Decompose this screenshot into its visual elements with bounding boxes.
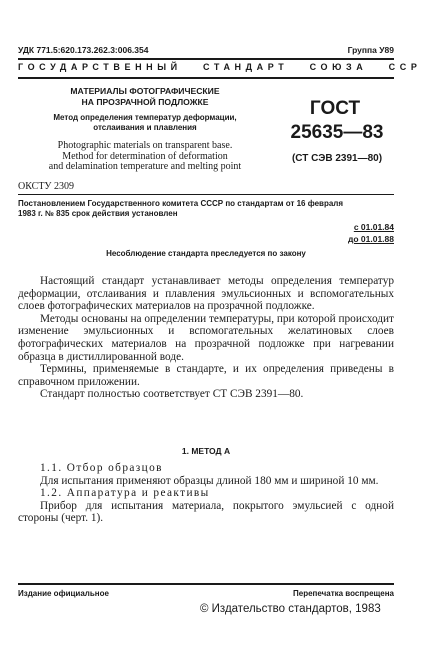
gost-label: ГОСТ [309,98,361,119]
section-1-heading: 1. МЕТОД А [181,446,231,456]
okstu-code: ОКСТУ 2309 [18,181,75,192]
title-en-line-1: Photographic materials on transparent base. [57,140,233,151]
validity-from: с 01.01.84 [353,222,394,232]
subsection-1-1-heading: 1.1. Отбор образцов [40,462,163,474]
resolution-line-1: Постановлением Государственного комитета СССР по стандартам от 16 февраля [18,199,344,208]
subsection-1-2-text: Прибор для испытания материала, покрытого эмульсией с одной стороны (черт. 1). [18,499,394,525]
subtitle-ru [40,113,250,133]
intro-text [18,275,394,401]
title-en-line-2: Method for determination of deformation [62,150,228,162]
paragraph-3: Термины, применяемые в стандарте, и их определения приведены в справочном приложении. [18,363,394,388]
st-sev-number: (СТ СЭВ 2391—80) [291,153,383,164]
top-rule [18,58,394,60]
banner-rule [18,77,394,79]
subtitle-ru-line-1: Метод определения температур деформации, [53,113,237,122]
title-en-line-3: and delamination temperature and melting point [48,161,242,172]
okstu-rule [18,194,394,195]
resolution-line-2: 1983 г. № 835 срок действия установлен [18,209,178,218]
gost-number: 25635—83 [290,122,384,143]
paragraph-4: Стандарт полностью соответствует СТ СЭВ 2391—80. [40,388,304,401]
group-code: Группа У89 [347,45,394,55]
subtitle-ru-line-2: отслаивания и плавления [93,123,197,132]
official-edition: Издание официальное [18,589,109,598]
resolution-text [18,199,398,219]
validity-to: до 01.01.88 [347,234,394,244]
legal-notice: Несоблюдение стандарта преследуется по закону [106,249,306,258]
publisher-copyright: © Издательство стандартов, 1983 [200,603,381,615]
state-standard-banner: ГОСУДАРСТВЕННЫЙ СТАНДАРТ СОЮЗА ССР [18,62,422,72]
section-1-body [18,462,394,525]
title-en [40,141,250,173]
footer-rule [18,583,394,585]
reprint-notice: Перепечатка воспрещена [293,589,394,598]
title-ru [40,86,250,107]
subsection-1-2-heading: 1.2. Аппаратура и реактивы [40,487,210,500]
title-ru-line-1: МАТЕРИАЛЫ ФОТОГРАФИЧЕСКИЕ [70,86,220,96]
paragraph-1: Настоящий стандарт устанавливает методы определения температур деформации, отслаивания и плавления эмульсионных и вспомогательных слоев фотографических материалов на прозрачной подложке. [18,275,394,313]
title-ru-line-2: НА ПРОЗРАЧНОЙ ПОДЛОЖКЕ [81,96,209,107]
paragraph-2: Методы основаны на определении температуры, при которой происходит изменение эмульсионных и вспомогательных желатиновых слоев фотографических материалов на прозрачной подложке при нагревании образца в дистиллированной воде. [18,312,394,363]
subsection-1-1-text: Для испытания применяют образцы длиной 180 мм и шириной 10 мм. [40,474,379,487]
udk-code: УДК 771.5:620.173.262.3:006.354 [18,45,149,55]
